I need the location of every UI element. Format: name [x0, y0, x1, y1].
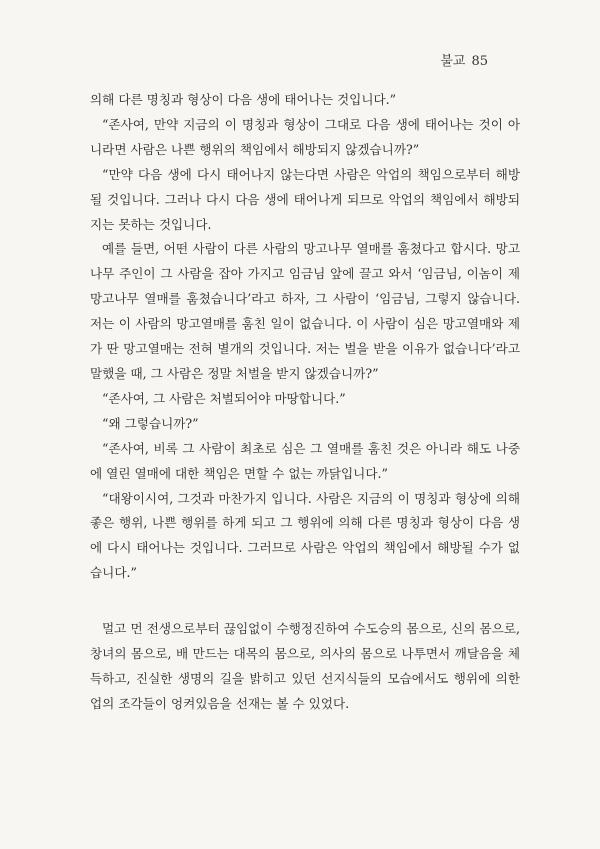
running-header [440, 50, 488, 69]
paragraph-8: “대왕이시여, 그것과 마찬가지 입니다. 사람은 지금의 이 명칭과 형상에 의해 좋은 행위, 나쁜 행위를 하게 되고 그 행위에 의해 다른 명칭과 형상이 다음 생에 다시 태어나는 것입니다. 그러므로 사람은 악업의 책임에서 해방될 수가 없습니다.” [90, 490, 520, 581]
section-gap [90, 586, 520, 617]
paragraph-1: 의해 다른 명칭과 형상이 다음 생에 태어나는 것입니다.” [90, 92, 397, 107]
paragraph-7: “존사여, 비록 그 사람이 최초로 심은 그 열매를 훔친 것은 아니라 해도 나중에 열린 열매에 대한 책임은 면할 수 없는 까닭입니다.” [90, 440, 520, 481]
paragraph-3: “만약 다음 생에 다시 태어나지 않는다면 사람은 악업의 책임으로부터 해방될 것입니다. 그러나 다시 다음 생에 태어나게 되므로 악업의 책임에서 해방되지는 못하는 것입니다. [90, 166, 520, 232]
paragraph-4: 예를 들면, 어떤 사람이 다른 사람의 망고나무 열매를 훔쳤다고 합시다. 망고나무 주인이 그 사람을 잡아 가지고 임금님 앞에 끌고 와서 ‘임금님, 이놈이 제 망고나무 열매를 훔쳤습니다’라고 하자, 그 사람이 ‘임금님, 그렇지 않습니다. 저는 이 사람의 망고열매를 훔친 일이 없습니다. 이 사람이 심은 망고열매와 제가 딴 망고열매는 전혀 별개의 것입니다. 저는 벌을 받을 이유가 없습니다’라고 말했을 때, 그 사람은 정말 처벌을 받지 않겠습니까?” [90, 241, 520, 381]
paragraph-6: “왜 그렇습니까?” [102, 415, 199, 431]
page-number: 85 [471, 54, 488, 69]
section-title: 불교 [440, 54, 466, 69]
body-text [90, 88, 520, 717]
paragraph-2: “존사여, 만약 지금의 이 명칭과 형상이 그대로 다음 생에 태어나는 것이 아니라면 사람은 나쁜 행위의 책임에서 해방되지 않겠습니까?” [90, 116, 520, 157]
paragraph-5: “존사여, 그 사람은 처벌되어야 마땅합니다.” [102, 390, 346, 406]
paragraph-9: 멀고 먼 전생으로부터 끊임없이 수행정진하여 수도승의 몸으로, 신의 몸으로, 창녀의 몸으로, 배 만드는 대목의 몸으로, 의사의 몸으로 나투면서 깨달음을 체득하고, 진실한 생명의 길을 밝히고 있던 선지식들의 모습에서도 행위에 의한 업의 조각들이 엉켜있음을 선재는 볼 수 있었다. [90, 621, 520, 711]
